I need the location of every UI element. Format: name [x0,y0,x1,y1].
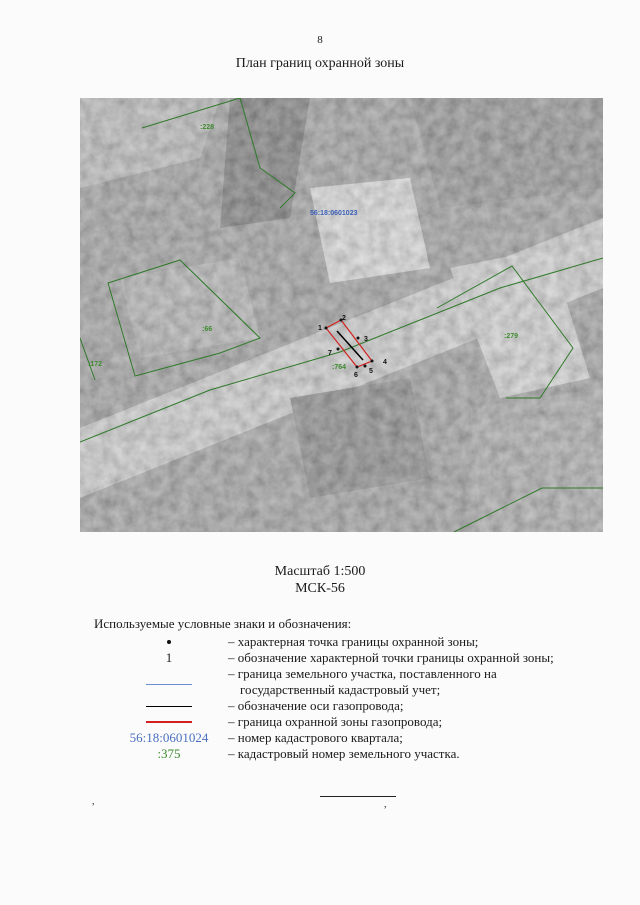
legend-symbol-number: 1 [165,650,173,665]
scale-block [0,563,640,597]
legend-desc-line1: – граница земельного участка, поставленного на [228,666,497,681]
red-line-icon [146,721,192,723]
legend-symbol-parcel-number: :375 [157,746,181,761]
legend-desc: – номер кадастрового квартала; [228,730,403,745]
page-title: План границ охранной зоны [235,56,405,71]
legend-row-parcel-boundary [100,666,620,698]
legend-row-point-number [100,650,620,666]
legend-symbol-quarter-number: 56:18:0601024 [129,730,209,745]
point-1 [325,327,328,330]
signature-line [320,796,396,797]
point-label-4: 4 [383,359,387,366]
point-label-5: 5 [369,368,373,375]
legend-symbol-red-line [100,714,238,730]
legend-symbol-dot [100,634,238,650]
legend-desc: – обозначение оси газопровода; [228,698,404,713]
point-label-6: 6 [354,372,358,379]
point-label-3: 3 [364,336,368,343]
parcel-label-172: :172 [88,361,103,368]
page-number: 8 [317,34,323,46]
legend-desc [228,666,497,698]
legend-desc: – обозначение характерной точки границы охранной зоны; [228,650,554,665]
signature-comma-left: , [92,796,95,807]
scale-text: Масштаб 1:500 [274,564,366,579]
parcel-label-66: :66 [202,326,213,333]
legend-row-protection-zone [100,714,620,730]
point-label-1: 1 [318,325,322,332]
black-line-icon [146,706,192,707]
legend-row-quarter [100,730,620,746]
legend-symbol-blue-line [100,676,238,692]
point-dot-icon [167,640,171,644]
legend-desc: – кадастровый номер земельного участка. [228,746,460,761]
legend-symbol-black-line [100,698,238,714]
legend-desc-line2: государственный кадастровый учет; [240,682,441,697]
point-6 [356,366,359,369]
point-4 [371,360,374,363]
point-label-7: 7 [328,350,332,357]
point-label-2: 2 [342,315,346,322]
quarter-label: 56:18:0601023 [310,210,358,217]
legend-heading: Используемые условные знаки и обозначения: [94,616,352,631]
parcel-label-228: :228 [200,124,215,131]
legend-desc: – граница охранной зоны газопровода; [228,714,443,729]
legend [100,634,620,762]
parcel-label-279: :279 [504,333,519,340]
point-3 [357,337,360,340]
aerial-map [80,98,603,532]
coordinate-system: МСК-56 [295,581,345,596]
signature-comma-right: , [384,799,387,810]
blue-line-icon [146,684,192,685]
point-5 [364,365,367,368]
parcel-label-764: :764 [332,364,347,371]
point-7 [337,348,340,351]
legend-row-parcel-number [100,746,620,762]
legend-row-pipeline-axis [100,698,620,714]
map-canvas [80,98,603,532]
legend-desc: – характерная точка границы охранной зоны; [228,634,479,649]
legend-row-point [100,634,620,650]
